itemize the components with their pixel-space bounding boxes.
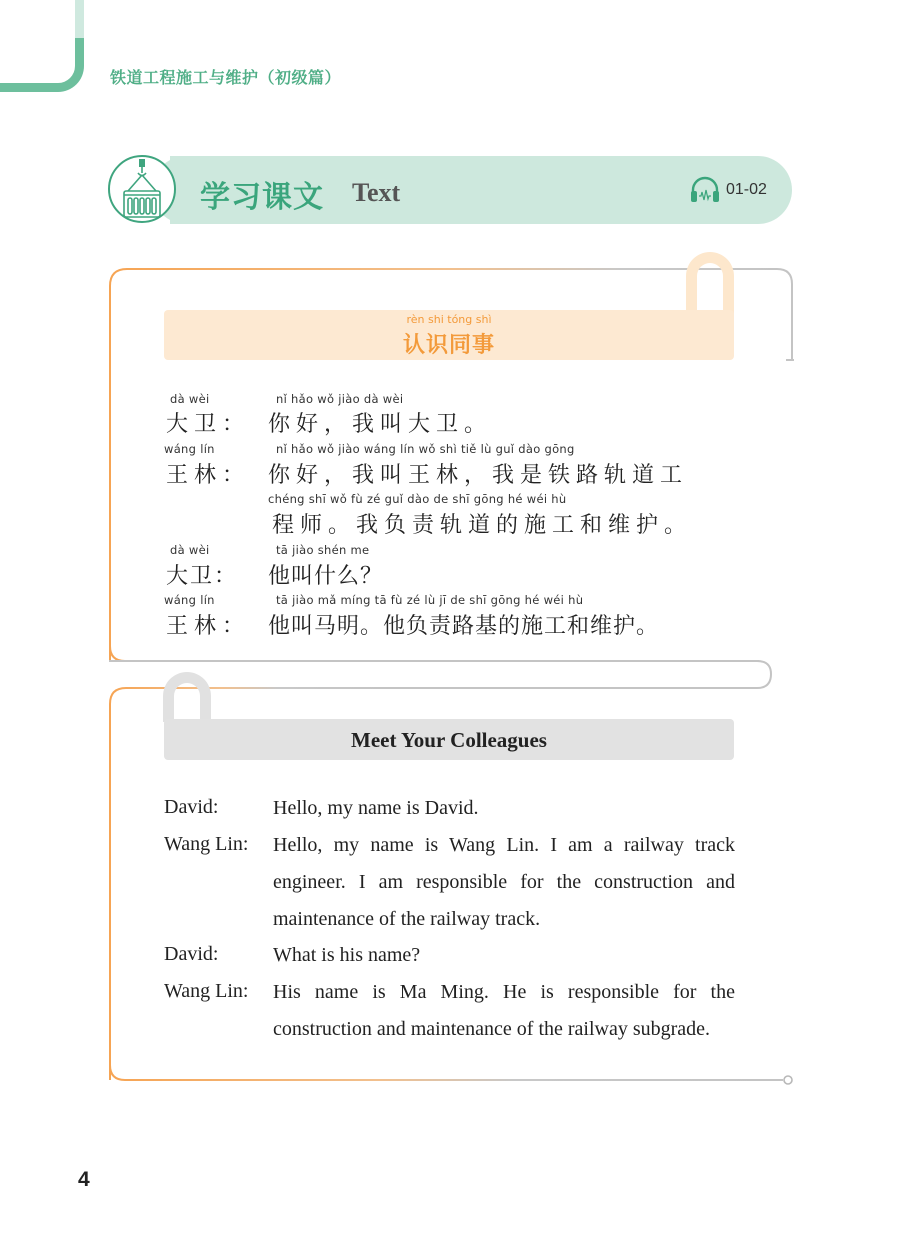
tag-hook-end xyxy=(686,280,697,296)
section-title-en: Text xyxy=(352,178,401,207)
book-title: 铁道工程施工与维护（初级篇） xyxy=(110,68,342,87)
dialogue-speaker-en: David: xyxy=(164,796,219,818)
pinyin-text: tā jiào mǎ míng tā fù zé lù jī de shī gōng hé wéi hù xyxy=(276,593,584,607)
pinyin-text: chéng shī wǒ fù zé guǐ dào de shī gōng hé wéi hù xyxy=(268,492,567,506)
dialogue-text: 你好，我叫王林，我是铁路轨道工 xyxy=(268,463,689,488)
dialogue-text-en: Hello, my name is David. xyxy=(273,797,479,819)
dialogue-text-en: His name is Ma Ming. He is responsible for the construction and maintenance of the railway subgrade. xyxy=(273,981,735,1040)
pinyin-text: nǐ hǎo wǒ jiào wáng lín wǒ shì tiě lù guǐ dào gōng xyxy=(276,442,575,456)
dialogue-speaker: 王林： xyxy=(166,614,251,639)
corner-decoration xyxy=(0,38,84,92)
dialogue-text: 你好，我叫大卫。 xyxy=(268,412,493,437)
pinyin-text: nǐ hǎo wǒ jiào dà wèi xyxy=(276,392,404,406)
page-number: 4 xyxy=(78,1168,90,1191)
dialogue-text: 他叫什么？ xyxy=(268,564,384,589)
crane-container-icon xyxy=(116,159,168,221)
section-emblem xyxy=(108,155,176,223)
dialogue-text: 程师。我负责轨道的施工和维护。 xyxy=(272,513,693,538)
pinyin-speaker: wáng lín xyxy=(164,442,215,456)
dialogue-speaker: 大卫： xyxy=(166,564,239,589)
dialogue-speaker: 王林： xyxy=(166,463,251,488)
dialogue-speaker: 大卫： xyxy=(166,412,251,437)
lesson-title-cn: 认识同事 xyxy=(402,333,495,358)
headphones-icon[interactable] xyxy=(689,176,721,208)
audio-track-number: 01-02 xyxy=(726,181,767,198)
lesson-title-pinyin: rèn shi tóng shì xyxy=(406,313,492,326)
pinyin-speaker: wáng lín xyxy=(164,593,215,607)
dialogue-text-en: Hello, my name is Wang Lin. I am a railway track engineer. I am responsible for the construction and maintenance of the railway track. xyxy=(273,834,735,930)
pinyin-speaker: dà wèi xyxy=(170,392,210,406)
dialogue-speaker-en: Wang Lin: xyxy=(164,833,249,855)
dialogue-speaker-en: David: xyxy=(164,943,219,965)
pinyin-speaker: dà wèi xyxy=(170,543,210,557)
section-title-cn: 学习课文 xyxy=(200,180,324,215)
tag-hook-grey-end xyxy=(200,696,211,708)
pinyin-text: tā jiào shén me xyxy=(276,543,370,557)
dialogue-speaker-en: Wang Lin: xyxy=(164,980,249,1002)
dialogue-text-en: What is his name? xyxy=(273,944,421,966)
lesson-title-en: Meet Your Colleagues xyxy=(351,728,547,752)
dialogue-text: 他叫马明。他负责路基的施工和维护。 xyxy=(268,614,660,639)
